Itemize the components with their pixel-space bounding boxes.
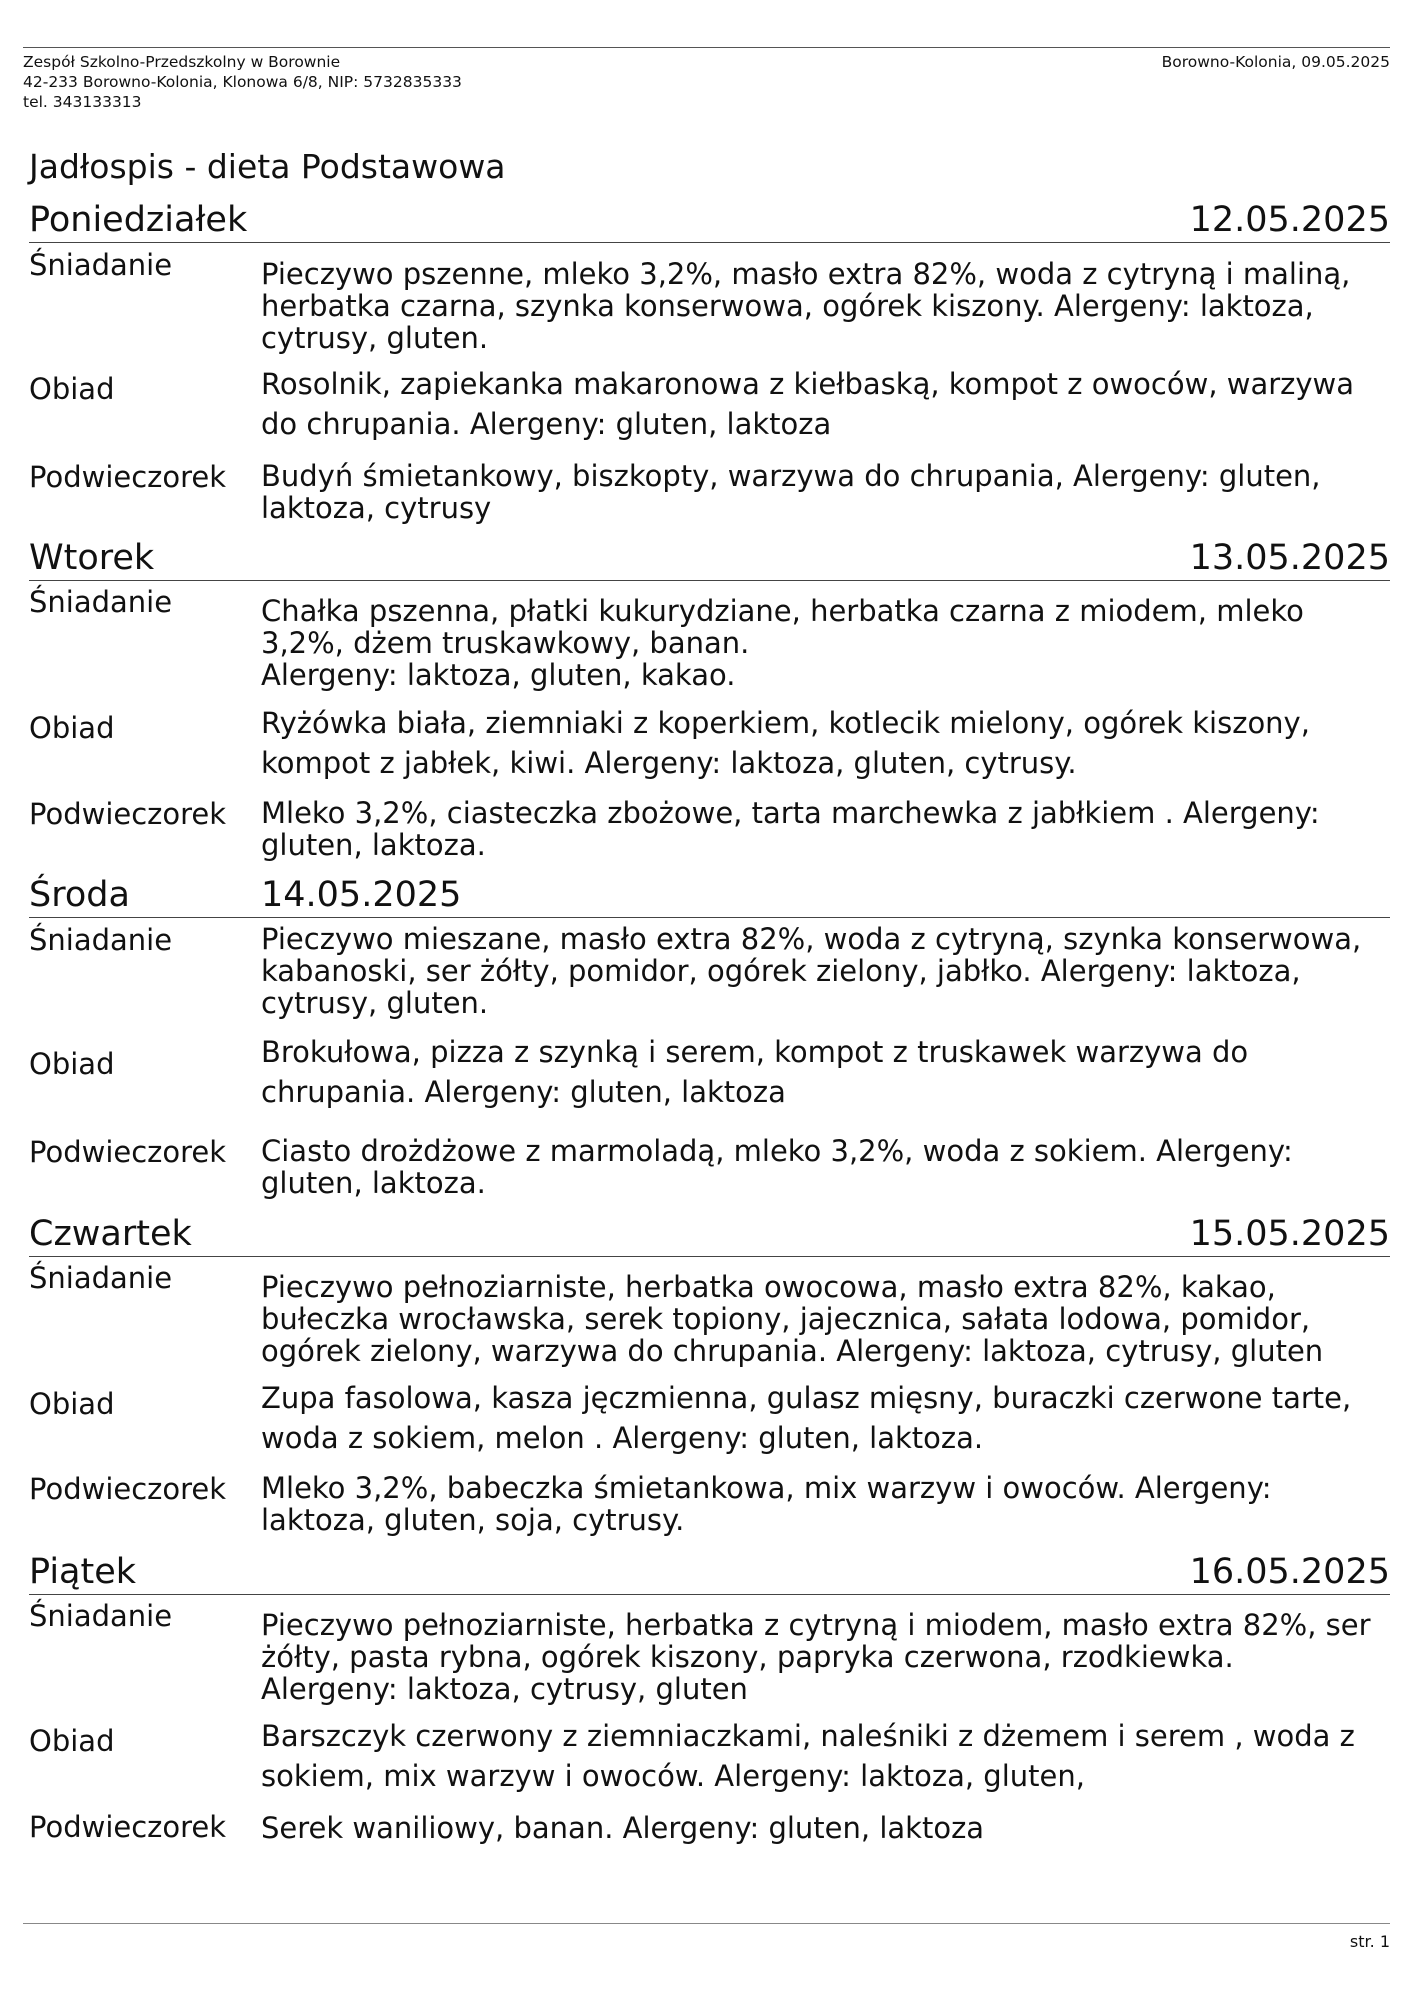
day-heading-thursday [29, 1212, 1390, 1257]
meal-text-snack: Ciasto drożdżowe z marmoladą, mleko 3,2%, woda z sokiem. Alergeny: gluten, laktoza. [261, 1134, 1293, 1200]
meal-text-breakfast: Chałka pszenna, płatki kukurydziane, herbatka czarna z miodem, mleko 3,2%, dżem truskawkowy, banan. Alergeny: laktoza, gluten, kakao. [261, 594, 1304, 692]
document-title: Jadłospis - dieta Podstawowa [29, 147, 506, 186]
meal-text-lunch: Barszczyk czerwony z ziemniaczkami, naleśniki z dżemem i serem , woda z sokiem, mix warzyw i owoców. Alergeny: laktoza, gluten, [261, 1719, 1355, 1793]
header-divider [23, 47, 1390, 48]
day-name: Poniedziałek [29, 200, 248, 240]
meal-label-breakfast: Śniadanie [29, 585, 173, 619]
day-name: Wtorek [29, 538, 155, 578]
meal-text-snack: Mleko 3,2%, ciasteczka zbożowe, tarta marchewka z jabłkiem . Alergeny: gluten, laktoza. [261, 796, 1320, 862]
day-heading-tuesday [29, 536, 1390, 581]
meal-label-snack: Podwieczorek [29, 1135, 227, 1169]
page-number: str. 1 [1349, 1932, 1390, 1951]
meal-label-lunch: Obiad [29, 1724, 115, 1758]
meal-text-breakfast: Pieczywo mieszane, masło extra 82%, woda z cytryną, szynka konserwowa, kabanoski, ser żółty, pomidor, ogórek zielony, jabłko. Alergeny: laktoza, cytrusy, gluten. [261, 922, 1362, 1020]
meal-label-breakfast: Śniadanie [29, 1261, 173, 1295]
school-phone: tel. 343133313 [23, 93, 142, 111]
meal-label-snack: Podwieczorek [29, 1810, 227, 1844]
day-date: 12.05.2025 [1189, 200, 1390, 240]
place-date: Borowno-Kolonia, 09.05.2025 [1161, 53, 1390, 71]
meal-label-breakfast: Śniadanie [29, 248, 173, 282]
meal-text-lunch: Rosolnik, zapiekanka makaronowa z kiełbaską, kompot z owoców, warzywa do chrupania. Alergeny: gluten, laktoza [261, 367, 1355, 441]
day-name: Piątek [29, 1552, 137, 1592]
day-date: 15.05.2025 [1189, 1214, 1390, 1254]
meal-label-snack: Podwieczorek [29, 1472, 227, 1506]
day-heading-monday [29, 198, 1390, 243]
meal-text-lunch: Ryżówka biała, ziemniaki z koperkiem, kotlecik mielony, ogórek kiszony, kompot z jabłek, kiwi. Alergeny: laktoza, gluten, cytrusy. [261, 706, 1310, 780]
meal-text-snack: Serek waniliowy, banan. Alergeny: gluten, laktoza [261, 1811, 985, 1845]
meal-text-breakfast: Pieczywo pełnoziarniste, herbatka owocowa, masło extra 82%, kakao, bułeczka wrocławska, serek topiony, jajecznica, sałata lodowa, pomidor, ogórek zielony, warzywa do chrupania. Alergeny: laktoza, cytrusy, gluten [261, 1270, 1324, 1368]
day-date: 14.05.2025 [261, 875, 462, 915]
meal-label-breakfast: Śniadanie [29, 1599, 173, 1633]
day-heading-wednesday [29, 873, 1390, 918]
meal-label-lunch: Obiad [29, 372, 115, 406]
meal-label-snack: Podwieczorek [29, 797, 227, 831]
meal-label-lunch: Obiad [29, 711, 115, 745]
meal-text-snack: Budyń śmietankowy, biszkopty, warzywa do chrupania, Alergeny: gluten, laktoza, cytrusy [261, 459, 1321, 525]
meal-text-lunch: Zupa fasolowa, kasza jęczmienna, gulasz mięsny, buraczki czerwone tarte, woda z sokiem, melon . Alergeny: gluten, laktoza. [261, 1381, 1352, 1455]
meal-label-breakfast: Śniadanie [29, 923, 173, 957]
school-info [23, 52, 462, 112]
day-date: 16.05.2025 [1189, 1552, 1390, 1592]
day-heading-friday [29, 1550, 1390, 1595]
meal-text-breakfast: Pieczywo pszenne, mleko 3,2%, masło extra 82%, woda z cytryną i maliną, herbatka czarna, szynka konserwowa, ogórek kiszony. Alergeny: laktoza, cytrusy, gluten. [261, 257, 1351, 355]
school-address: 42-233 Borowno-Kolonia, Klonowa 6/8, NIP: 5732835333 [23, 73, 462, 91]
meal-label-snack: Podwieczorek [29, 460, 227, 494]
day-name: Czwartek [29, 1214, 192, 1254]
day-name: Środa [29, 875, 130, 915]
day-date: 13.05.2025 [1189, 538, 1390, 578]
meal-text-lunch: Brokułowa, pizza z szynką i serem, kompot z truskawek warzywa do chrupania. Alergeny: gluten, laktoza [261, 1035, 1249, 1109]
meal-text-snack: Mleko 3,2%, babeczka śmietankowa, mix warzyw i owoców. Alergeny: laktoza, gluten, soja, cytrusy. [261, 1471, 1272, 1537]
meal-label-lunch: Obiad [29, 1047, 115, 1081]
meal-text-breakfast: Pieczywo pełnoziarniste, herbatka z cytryną i miodem, masło extra 82%, ser żółty, pasta rybna, ogórek kiszony, papryka czerwona, rzodkiewka. Alergeny: laktoza, cytrusy, gluten [261, 1608, 1371, 1706]
meal-label-lunch: Obiad [29, 1387, 115, 1421]
footer-divider [23, 1923, 1390, 1924]
school-name: Zespół Szkolno-Przedszkolny w Borownie [23, 53, 341, 71]
